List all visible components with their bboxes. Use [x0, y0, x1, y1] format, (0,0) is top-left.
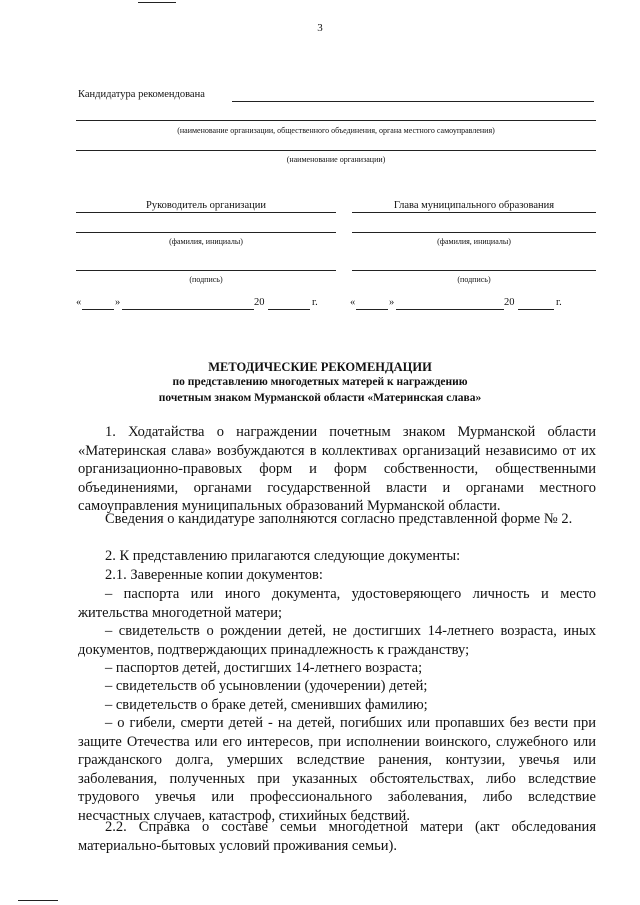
org-line — [76, 150, 596, 151]
page-number: 3 — [317, 22, 323, 34]
left-sign-caption: (подпись) — [189, 275, 223, 284]
top-edge-mark — [138, 2, 176, 3]
left-year-prefix: 20 — [254, 297, 265, 308]
right-year-prefix: 20 — [504, 297, 515, 308]
left-sign-line — [76, 270, 336, 271]
right-sign-line — [352, 270, 596, 271]
left-year-line — [268, 309, 310, 310]
candidacy-label: Кандидатура рекомендована — [78, 89, 205, 100]
left-day-line — [82, 309, 114, 310]
right-name-line — [352, 232, 596, 233]
right-day-line — [356, 309, 388, 310]
heading-title: МЕТОДИЧЕСКИЕ РЕКОМЕНДАЦИИ — [208, 360, 432, 374]
paragraph-2: Сведения о кандидатуре заполняются согласно представленной форме № 2. — [105, 511, 573, 527]
paragraph-3: 2. К представлению прилагаются следующие документы: — [105, 548, 461, 564]
paragraph-1: 1. Ходатайства о награждении почетным знаком Мурманской области «Материнская слава» возбуждаются в коллективах организаций независимо от их организационно-правовых форм и форм собственности, общественными объединениями, органами государственной власти и органами местного самоуправления муниципальных образований Мурманской области. — [78, 424, 596, 514]
left-name-line — [76, 232, 336, 233]
right-year-suffix: г. — [556, 297, 562, 308]
right-name-caption: (фамилия, инициалы) — [437, 237, 511, 246]
org-caption: (наименование организации) — [286, 155, 386, 164]
right-month-line — [396, 309, 504, 310]
heading-subtitle-1: по представлению многодетных матерей к награждению — [172, 376, 468, 388]
left-date-close: » — [115, 297, 121, 308]
municipal-head-title: Глава муниципального образования — [393, 200, 555, 211]
left-name-caption: (фамилия, инициалы) — [169, 237, 243, 246]
head-of-organization-title: Руководитель организации — [146, 200, 266, 211]
paragraph-6: – свидетельств о рождении детей, не достигших 14-летнего возраста, иных документов, подтверждающих принадлежность к гражданству; — [78, 623, 596, 658]
right-date-open: « — [350, 297, 356, 308]
paragraph-11: 2.2. Справка о составе семьи многодетной матери (акт обследования материально-бытовых условий проживания семьи). — [78, 819, 596, 854]
right-title-line — [352, 212, 596, 213]
paragraph-7: – паспортов детей, достигших 14-летнего возраста; — [105, 660, 423, 676]
left-title-line — [76, 212, 336, 213]
org-full-caption: (наименование организации, общественного объединения, органа местного самоуправления) — [177, 126, 495, 135]
org-full-line — [76, 120, 596, 121]
paragraph-5: – паспорта или иного документа, удостоверяющего личность и место жительства многодетной матери; — [78, 586, 596, 621]
paragraph-9: – свидетельств о браке детей, сменивших фамилию; — [105, 697, 428, 713]
left-date-open: « — [76, 297, 82, 308]
left-month-line — [122, 309, 254, 310]
paragraph-4: 2.1. Заверенные копии документов: — [105, 567, 323, 583]
candidacy-fill-line — [232, 101, 594, 102]
right-date-close: » — [389, 297, 395, 308]
heading-subtitle-2: почетным знаком Мурманской области «Материнская слава» — [158, 392, 482, 404]
paragraph-8: – свидетельств об усыновлении (удочерении) детей; — [105, 678, 428, 694]
right-sign-caption: (подпись) — [457, 275, 491, 284]
right-year-line — [518, 309, 554, 310]
paragraph-10: – о гибели, смерти детей - на детей, погибших или пропавших без вести при защите Отечества или его интересов, при исполнении воинского, служебного или гражданского долга, умерших вследствие ранения, контузии, увечья или заболевания, полученных при указанных обстоятельствах, либо вследствие трудового увечья или профессионального заболевания, либо вследствие несчастных случаев, катастроф, стихийных бедствий. — [78, 715, 596, 824]
left-year-suffix: г. — [312, 297, 318, 308]
bottom-edge-mark — [18, 900, 58, 901]
